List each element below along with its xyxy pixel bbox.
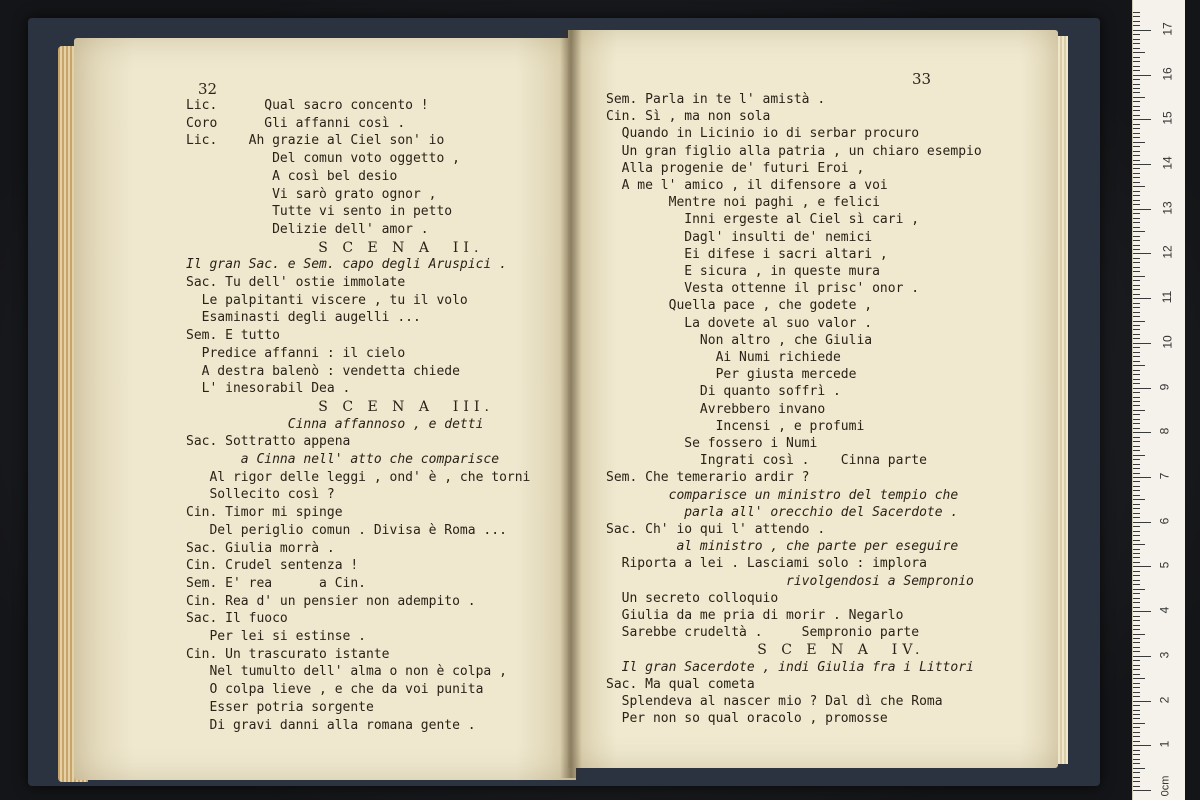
text-line: Splendeva al nascer mio ? Dal dì che Roma (606, 694, 943, 709)
ruler-tick (1133, 61, 1140, 62)
ruler-tick (1133, 759, 1140, 760)
ruler-tick (1133, 455, 1145, 456)
ruler-tick (1133, 115, 1140, 116)
text-line: L' inesorabil Dea . (186, 381, 351, 397)
ruler-tick (1133, 356, 1140, 357)
text-line: S C E N A III. (186, 398, 494, 415)
ruler-tick (1133, 388, 1151, 389)
ruler-tick (1133, 428, 1140, 429)
ruler-tick (1133, 119, 1151, 120)
text-line: A me l' amico , il difensore a voi (606, 178, 888, 193)
ruler-label: 17 (1160, 22, 1175, 36)
ruler-tick (1133, 97, 1145, 98)
text-line: Per lei si estinse . (186, 629, 367, 644)
ruler-tick (1133, 750, 1140, 751)
text-line: Alla progenie de' futuri Eroi , (606, 160, 865, 176)
text-line: Cin. Timor mi spinge (186, 505, 343, 521)
text-line: Cin. Crudel sentenza ! (186, 558, 359, 574)
ruler-tick (1133, 754, 1140, 755)
text-line: Per giusta mercede (606, 367, 857, 383)
ruler-tick (1133, 575, 1140, 576)
text-line: Al rigor delle leggi , ond' è , che torni (186, 469, 531, 485)
ruler-tick (1133, 540, 1140, 541)
ruler-tick (1133, 481, 1140, 482)
ruler-tick (1133, 209, 1151, 210)
ruler-tick (1133, 48, 1140, 49)
ruler-tick (1133, 477, 1151, 478)
ruler-tick (1133, 513, 1140, 514)
text-line: Per non so qual oracolo , promosse (606, 711, 888, 727)
ruler-tick (1133, 562, 1140, 563)
ruler-tick (1133, 499, 1145, 500)
ruler-tick (1133, 571, 1140, 572)
ruler-label: 1 (1157, 740, 1172, 748)
ruler-tick (1133, 745, 1151, 746)
text-line: Sem. Parla in te l' amistà . (606, 92, 826, 107)
ruler-tick (1133, 182, 1140, 183)
ruler-tick (1133, 781, 1140, 782)
measuring-ruler (1132, 0, 1185, 800)
ruler-tick (1133, 544, 1145, 545)
ruler-tick (1133, 142, 1145, 143)
text-line: O colpa lieve , e che da voi punita (186, 682, 484, 698)
ruler-tick (1133, 84, 1140, 85)
ruler-tick (1133, 383, 1140, 384)
ruler-tick (1133, 294, 1140, 295)
ruler-label: 14 (1160, 156, 1175, 170)
ruler-tick (1133, 289, 1140, 290)
ruler-tick (1133, 736, 1140, 737)
ruler-tick (1133, 432, 1151, 433)
text-line: Dagl' insulti de' nemici (606, 229, 873, 245)
ruler-tick (1133, 12, 1140, 13)
text-line: Predice affanni : il cielo (186, 345, 406, 361)
ruler-label: 4 (1157, 606, 1172, 614)
left-page-number: 32 (198, 80, 218, 98)
ruler-label: 5 (1157, 562, 1172, 569)
ruler-tick (1133, 137, 1140, 138)
ruler-tick (1133, 218, 1140, 219)
ruler-tick (1133, 276, 1145, 277)
ruler-tick (1133, 772, 1140, 773)
ruler-tick (1133, 43, 1140, 44)
text-line: Inni ergeste al Ciel sì cari , (606, 212, 920, 228)
ruler-label: 12 (1160, 245, 1175, 260)
ruler-tick (1133, 222, 1140, 223)
ruler-tick (1133, 370, 1140, 371)
text-line: Un secreto colloquio (606, 590, 779, 606)
ruler-tick (1133, 602, 1140, 603)
text-line: A destra balenò : vendetta chiede (186, 363, 460, 379)
ruler-tick (1133, 710, 1140, 711)
ruler-tick (1133, 329, 1140, 330)
ruler-tick (1133, 566, 1151, 567)
ruler-tick (1133, 204, 1140, 205)
ruler-tick (1133, 464, 1140, 465)
ruler-tick (1133, 683, 1140, 684)
ruler-tick (1133, 352, 1140, 353)
text-line: Sarebbe crudeltà . Sempronio parte (606, 625, 920, 641)
text-line: rivolgendosi a Sempronio (606, 573, 974, 589)
ruler-tick (1133, 186, 1145, 187)
text-line: Coro Gli affanni così . (186, 115, 406, 131)
ruler-tick (1133, 419, 1140, 420)
ruler-tick (1133, 271, 1140, 272)
text-line: Sac. Sottratto appena (186, 434, 351, 450)
ruler-label: 11 (1160, 290, 1175, 304)
ruler-tick (1133, 361, 1140, 362)
ruler-tick (1133, 598, 1140, 599)
ruler-tick (1133, 213, 1140, 214)
ruler-tick (1133, 446, 1140, 447)
ruler-tick (1133, 195, 1140, 196)
ruler-tick (1133, 611, 1151, 612)
text-line: Sollecito così ? (186, 487, 335, 503)
text-line: A così bel desio (186, 168, 398, 184)
ruler-tick (1133, 665, 1140, 666)
ruler-tick (1133, 459, 1140, 460)
text-line: Riporta a lei . Lasciami solo : implora (606, 556, 927, 572)
ruler-tick (1133, 280, 1140, 281)
ruler-label: 10 (1160, 335, 1175, 349)
text-line: Mentre noi paghi , e felici (606, 195, 880, 211)
left-page (74, 38, 576, 780)
ruler-tick (1133, 160, 1140, 161)
text-line: Esser potria sorgente (186, 699, 374, 715)
ruler-tick (1133, 629, 1140, 630)
ruler-tick (1133, 253, 1151, 254)
ruler-tick (1133, 191, 1140, 192)
ruler-tick (1133, 486, 1140, 487)
ruler-tick (1133, 92, 1140, 93)
ruler-tick (1133, 106, 1140, 107)
ruler-tick (1133, 473, 1140, 474)
ruler-label: 6 (1157, 517, 1172, 525)
ruler-tick (1133, 531, 1140, 532)
ruler-tick (1133, 423, 1140, 424)
text-line: al ministro , che parte per eseguire (606, 539, 959, 555)
text-line: Non altro , che Giulia (606, 332, 873, 348)
ruler-tick (1133, 133, 1140, 134)
ruler-tick (1133, 634, 1145, 635)
ruler-tick (1133, 508, 1140, 509)
text-line: Sem. E tutto (186, 328, 280, 344)
text-line: Tutte vi sento in petto (186, 204, 453, 220)
ruler-label: 2 (1157, 696, 1172, 703)
ruler-tick (1133, 642, 1140, 643)
ruler-tick (1133, 616, 1140, 617)
ruler-tick (1133, 687, 1140, 688)
text-line: Cin. Rea d' un pensier non adempito . (186, 593, 476, 609)
right-page-number: 33 (912, 70, 932, 88)
ruler-tick (1133, 656, 1151, 657)
text-line: Del comun voto oggetto , (186, 151, 460, 167)
text-line: Sac. Ch' io qui l' attendo . (606, 522, 826, 537)
ruler-tick (1133, 732, 1140, 733)
ruler-tick (1133, 316, 1140, 317)
text-line: Cin. Sì , ma non sola (606, 109, 771, 125)
text-line: Il gran Sac. e Sem. capo degli Aruspici . (186, 257, 507, 273)
text-line: Delizie dell' amor . (186, 221, 429, 237)
ruler-tick (1133, 580, 1140, 581)
text-line: Il gran Sacerdote , indi Giulia fra i Littori (606, 659, 974, 675)
ruler-tick (1133, 674, 1140, 675)
ruler-tick (1133, 392, 1140, 393)
text-line: a Cinna nell' atto che comparisce (186, 452, 500, 467)
ruler-label: 3 (1157, 651, 1172, 659)
ruler-tick (1133, 262, 1140, 263)
ruler-tick (1133, 714, 1140, 715)
ruler-tick (1133, 625, 1140, 626)
text-line: Del periglio comun . Divisa è Roma ... (186, 522, 507, 538)
text-line: E sicura , in queste mura (606, 264, 880, 279)
ruler-tick (1133, 88, 1140, 89)
ruler-tick (1133, 267, 1140, 268)
ruler-tick (1133, 312, 1140, 313)
ruler-tick (1133, 723, 1145, 724)
text-line: parla all' orecchio del Sacerdote . (606, 504, 959, 520)
ruler-tick (1133, 34, 1140, 35)
text-line: Di gravi danni alla romana gente . (186, 717, 476, 733)
ruler-tick (1133, 338, 1140, 339)
ruler-tick (1133, 553, 1140, 554)
ruler-tick (1133, 66, 1140, 67)
ruler-tick (1133, 651, 1140, 652)
text-line: Sac. Ma qual cometa (606, 676, 755, 692)
text-line: Avrebbero invano (606, 401, 826, 417)
ruler-tick (1133, 307, 1140, 308)
ruler-tick (1133, 727, 1140, 728)
book-gutter (560, 30, 582, 778)
ruler-tick (1133, 504, 1140, 505)
ruler-tick (1133, 249, 1140, 250)
text-line: comparisce un ministro del tempio che (606, 487, 959, 503)
ruler-tick (1133, 177, 1140, 178)
ruler-tick (1133, 437, 1140, 438)
text-line: Sac. Il fuoco (186, 611, 288, 627)
text-line: Giulia da me pria di morir . Negarlo (606, 608, 904, 623)
ruler-tick (1133, 405, 1140, 406)
ruler-tick (1133, 401, 1140, 402)
text-line: Cinna affannoso , e detti (186, 416, 484, 432)
ruler-tick (1133, 75, 1151, 76)
text-line: Ai Numi richiede (606, 350, 841, 365)
ruler-tick (1133, 52, 1145, 53)
ruler-tick (1133, 128, 1140, 129)
ruler-tick (1133, 146, 1140, 147)
ruler-tick (1133, 620, 1140, 621)
text-line: Cin. Un trascurato istante (186, 646, 390, 662)
ruler-tick (1133, 701, 1151, 702)
ruler-tick (1133, 589, 1145, 590)
ruler-tick (1133, 200, 1140, 201)
ruler-tick (1133, 240, 1140, 241)
text-line: Lic. Qual sacro concento ! (186, 98, 429, 113)
ruler-tick (1133, 79, 1140, 80)
ruler-tick (1133, 522, 1151, 523)
text-line: Di quanto soffrì . (606, 384, 841, 400)
ruler-tick (1133, 397, 1140, 398)
text-line: S C E N A IV. (606, 642, 925, 659)
text-line: Se fossero i Numi (606, 436, 818, 451)
ruler-tick (1133, 110, 1140, 111)
ruler-tick (1133, 517, 1140, 518)
ruler-tick (1133, 669, 1140, 670)
text-line: Incensi , e profumi (606, 418, 865, 434)
ruler-tick (1133, 705, 1140, 706)
ruler-tick (1133, 584, 1140, 585)
ruler-tick (1133, 768, 1145, 769)
text-line: Quando in Licinio io di serbar procuro (606, 126, 920, 142)
ruler-tick (1133, 786, 1140, 787)
ruler-tick (1133, 236, 1140, 237)
ruler-tick (1133, 490, 1140, 491)
right-page (568, 30, 1058, 768)
ruler-tick (1133, 535, 1140, 536)
ruler-tick (1133, 450, 1140, 451)
ruler-tick (1133, 374, 1140, 375)
ruler-tick (1133, 763, 1140, 764)
ruler-tick (1133, 379, 1140, 380)
ruler-label: 8 (1157, 427, 1172, 435)
ruler-label: 7 (1157, 472, 1172, 480)
ruler-tick (1133, 101, 1140, 102)
text-line: Quella pace , che godete , (606, 298, 873, 314)
text-line: Sem. Che temerario ardir ? (606, 470, 810, 486)
ruler-label: 16 (1160, 66, 1175, 81)
ruler-unit-label: 0cm (1159, 775, 1172, 797)
ruler-tick (1133, 607, 1140, 608)
ruler-tick (1133, 468, 1140, 469)
text-line: Ingrati così . Cinna parte (606, 453, 927, 469)
ruler-tick (1133, 298, 1151, 299)
text-line: S C E N A II. (186, 239, 484, 256)
ruler-tick (1133, 557, 1140, 558)
ruler-tick (1133, 21, 1140, 22)
text-line: Ei difese i sacri altari , (606, 246, 888, 262)
ruler-tick (1133, 70, 1140, 71)
ruler-tick (1133, 495, 1140, 496)
ruler-tick (1133, 334, 1140, 335)
ruler-tick (1133, 155, 1140, 156)
ruler-tick (1133, 227, 1140, 228)
ruler-tick (1133, 151, 1140, 152)
ruler-tick (1133, 164, 1151, 165)
ruler-label: 13 (1160, 201, 1175, 215)
ruler-label: 15 (1160, 111, 1175, 125)
ruler-label: 9 (1157, 383, 1172, 390)
text-line: Sac. Giulia morrà . (186, 540, 335, 556)
ruler-tick (1133, 30, 1151, 31)
ruler-tick (1133, 638, 1140, 639)
ruler-tick (1133, 173, 1140, 174)
ruler-tick (1133, 245, 1140, 246)
text-line: Vesta ottenne il prisc' onor . (606, 281, 920, 297)
ruler-tick (1133, 365, 1145, 366)
ruler-tick (1133, 303, 1140, 304)
ruler-tick (1133, 678, 1145, 679)
ruler-tick (1133, 410, 1145, 411)
text-line: Sac. Tu dell' ostie immolate (186, 275, 406, 290)
ruler-tick (1133, 343, 1151, 344)
text-line: Sem. E' rea a Cin. (186, 575, 367, 591)
ruler-tick (1133, 16, 1140, 17)
ruler-tick (1133, 593, 1140, 594)
ruler-tick (1133, 692, 1140, 693)
ruler-tick (1133, 168, 1140, 169)
ruler-tick (1133, 526, 1140, 527)
ruler-tick (1133, 414, 1140, 415)
text-line: Esaminasti degli augelli ... (186, 310, 421, 326)
ruler-tick (1133, 347, 1140, 348)
ruler-tick (1133, 39, 1140, 40)
text-line: Lic. Ah grazie al Ciel son' io (186, 133, 445, 149)
ruler-tick (1133, 258, 1140, 259)
ruler-tick (1133, 285, 1140, 286)
text-line: Le palpitanti viscere , tu il volo (186, 292, 468, 308)
text-line: La dovete al suo valor . (606, 315, 873, 331)
ruler-tick (1133, 790, 1151, 791)
text-line: Un gran figlio alla patria , un chiaro esempio (606, 143, 982, 159)
ruler-tick (1133, 325, 1140, 326)
ruler-tick (1133, 718, 1140, 719)
ruler-tick (1133, 696, 1140, 697)
ruler-tick (1133, 124, 1140, 125)
ruler-tick (1133, 777, 1140, 778)
ruler-tick (1133, 660, 1140, 661)
ruler-tick (1133, 231, 1145, 232)
text-line: Vi sarò grato ognor , (186, 186, 437, 202)
ruler-tick (1133, 647, 1140, 648)
ruler-tick (1133, 741, 1140, 742)
ruler-tick (1133, 549, 1140, 550)
ruler-tick (1133, 441, 1140, 442)
ruler-tick (1133, 321, 1145, 322)
ruler-tick (1133, 25, 1140, 26)
text-line: Nel tumulto dell' alma o non è colpa , (186, 664, 507, 680)
ruler-tick (1133, 57, 1140, 58)
